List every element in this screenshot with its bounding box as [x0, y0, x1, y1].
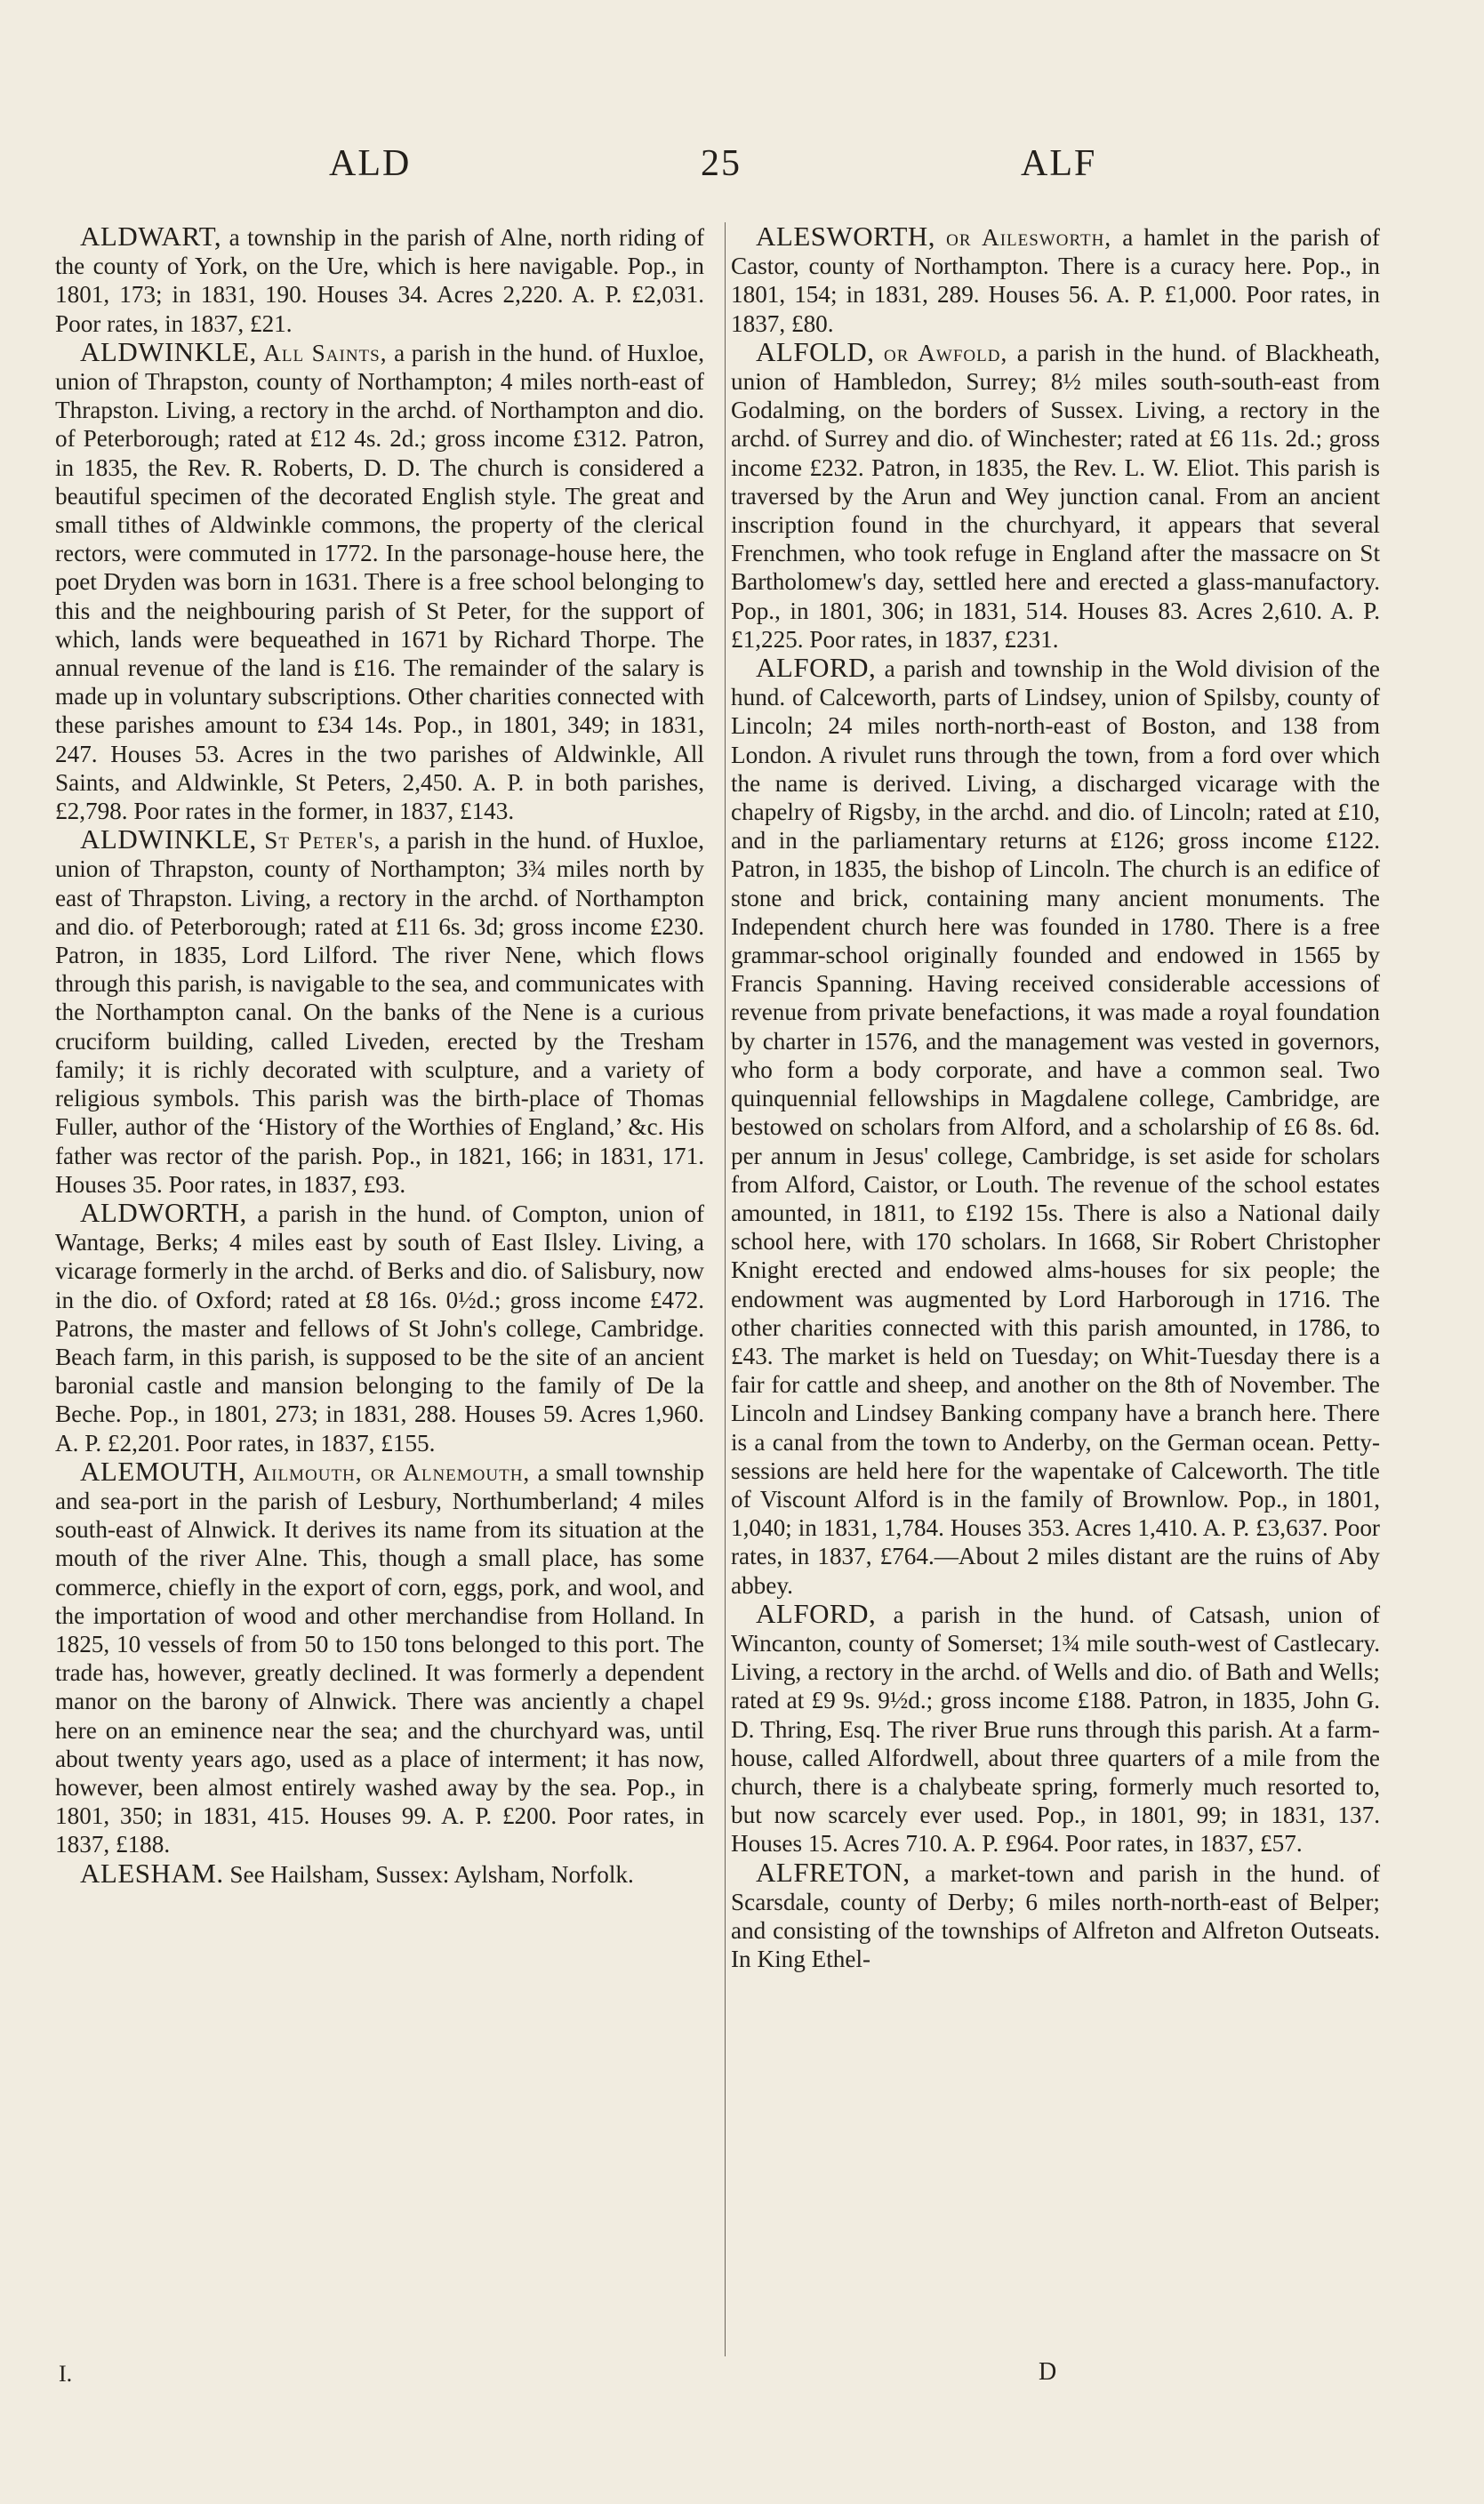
- entry-text: a hamlet in the parish of Castor, county of Northampton. There is a curacy here. Pop., in 1801, 154; in 1831, 289. Houses 56. A. P. £1,000. Poor rates, in 1837, £80.: [731, 224, 1380, 337]
- column-divider: [725, 222, 726, 2356]
- entry-aldwinkle-all-saints: [55, 335, 704, 825]
- entry-text: a market-town and parish in the hund. of Scarsdale, county of Derby; 6 miles north-north-east of Belper; and consisting of the townships of Alfreton and Alfreton Outseats. In King Ethel-: [731, 1859, 1381, 1973]
- signature-mark-left: I.: [59, 2361, 73, 2387]
- entry-text: a small township and sea-port in the parish of Lesbury, Northumberland; 4 miles south-east of Alnwick. It derives its name from its situation at the mouth of the river Alne. This, though a small place, has some commerce, chiefly in the export of corn, eggs, pork, and wool, and the importation of wood and other merchandise from Holland. In 1825, 10 vessels of from 50 to 150 tons belonged to this port. The trade has, however, greatly declined. It was formerly a dependent manor on the barony of Alnwick. There was anciently a chapel here on an eminence near the sea; and the churchyard was, until about twenty years ago, used as a place of interment; it has now, however, been almost entirely washed away by the sea. Pop., in 1801, 350; in 1831, 415. Houses 99. A. P. £200. Poor rates, in 1837, £188.: [55, 1458, 705, 1858]
- entry-alias: or Awfold,: [883, 339, 1008, 366]
- entry-alias: Ailmouth, or Alnemouth,: [253, 1458, 531, 1486]
- entry-alesham: [55, 1859, 704, 1889]
- entry-headword: ALDWORTH,: [80, 1196, 247, 1228]
- running-head: [0, 142, 1484, 196]
- entry-headword: ALFOLD,: [756, 335, 875, 367]
- signature-mark: D: [1039, 2358, 1057, 2386]
- entry-alesworth: [731, 222, 1380, 338]
- entry-aldwart: [55, 222, 704, 338]
- header-left-word: ALD: [329, 143, 412, 184]
- entry-headword: ALFRETON,: [756, 1856, 910, 1888]
- entry-headword: ALESWORTH,: [756, 221, 936, 252]
- entry-text: a parish in the hund. of Huxloe, union of Thrapston, county of Northampton; 4 miles north-east of Thrapston. Living, a rectory in the archd. of Northampton and dio. of Peterborough; rated at £12 4s. 2d.; gross income £312. Patron, in 1835, the Rev. R. Roberts, D. D. The church is considered a beautiful specimen of the decorated English style. The great and small tithes of Aldwinkle commons, the property of the clerical rectors, were commuted in 1772. In the parsonage-house here, the poet Dryden was born in 1631. There is a free school belonging to this and the neighbouring parish of St Peter, for the support of which, lands were bequeathed in 1671 by Richard Thorpe. The annual revenue of the land is £16. The remainder of the salary is made up in voluntary subscriptions. Other charities connected with these parishes amount to £34 14s. Pop., in 1801, 349; in 1831, 247. Houses 53. Acres in the two parishes of Aldwinkle, All Saints, and Aldwinkle, St Peters, 2,450. A. P. in both parishes, £2,798. Poor rates in the former, in 1837, £143.: [55, 339, 704, 825]
- entry-alemouth: [55, 1457, 704, 1859]
- entry-alias: All Saints,: [263, 339, 388, 366]
- entry-aldwinkle-st-peters: [55, 825, 704, 1199]
- entry-text: a township in the parish of Alne, north riding of the county of York, on the Ure, which is here navigable. Pop., in 1801, 173; in 1831, 190. Houses 34. Acres 2,220. A. P. £2,031. Poor rates, in 1837, £21.: [55, 224, 704, 337]
- entry-text: a parish in the hund. of Huxloe, union of Thrapston, county of Northampton; 3¾ miles north by east of Thrapston. Living, a rectory in the archd. of Northampton and dio. of Peterborough; rated at £11 6s. 3d; gross income £230. Patron, in 1835, Lord Lilford. The river Nene, which flows through this parish, is navigable to the sea, and communicates with the Northampton canal. On the banks of the Nene is a curious cruciform building, called Liveden, erected by the Tresham family; it is richly decorated with sculpture, and a variety of religious symbols. This parish was the birth-place of Thomas Fuller, author of the ‘History of the Worthies of England,’ &c. His father was rector of the parish. Pop., in 1821, 166; in 1831, 171. Houses 35. Poor rates, in 1837, £93.: [55, 827, 705, 1198]
- entry-text: a parish in the hund. of Blackheath, union of Hambledon, Surrey; 8½ miles south-south-east from Godalming, on the borders of Sussex. Living, a rectory in the archd. of Surrey and dio. of Winchester; rated at £6 11s. 2d.; gross income £232. Patron, in 1835, the Rev. L. W. Eliot. This parish is traversed by the Arun and Wey junction canal. From an ancient inscription found in the churchyard, it appears that several Frenchmen, who took refuge in England after the massacre on St Bartholomew's day, settled here and erected a glass-manufactory. Pop., in 1801, 306; in 1831, 514. Houses 83. Acres 2,610. A. P. £1,225. Poor rates, in 1837, £231.: [731, 339, 1381, 653]
- entry-headword: ALDWINKLE,: [80, 335, 257, 367]
- entry-alfreton: [731, 1858, 1380, 1974]
- entry-alias: St Peter's,: [264, 827, 381, 855]
- page-number: 25: [701, 143, 742, 184]
- entry-alfold: [731, 335, 1381, 654]
- entry-headword: ALFORD,: [756, 1597, 877, 1629]
- entry-text: a parish in the hund. of Compton, union of Wantage, Berks; 4 miles east by south of East Ilsley. Living, a vicarage formerly in the archd. of Berks and dio. of Salisbury, now in the dio. of Oxford; rated at £8 16s. 0½d.; gross income £472. Patrons, the master and fellows of St John's college, Cambridge. Beach farm, in this parish, is supposed to be the site of an ancient baronial castle and mansion belonging to the family of De la Beche. Pop., in 1801, 273; in 1831, 288. Houses 59. Acres 1,960. A. P. £2,201. Poor rates, in 1837, £155.: [55, 1200, 705, 1457]
- entry-headword: ALDWART,: [80, 221, 222, 252]
- entry-headword: ALDWINKLE,: [80, 823, 257, 855]
- entry-text: a parish and township in the Wold division of the hund. of Calceworth, parts of Lindsey, union of Spilsby, county of Lincoln; 24 miles north-north-east of Boston, and 138 from London. A rivulet runs through the town, from a ford over which the name is derived. Living, a discharged vicarage with the chapelry of Rigsby, in the archd. and dio. of Lincoln; rated at £10, and in the parliamentary returns at £126; gross income £122. Patron, in 1835, the bishop of Lincoln. The church is an edifice of stone and brick, containing many ancient monuments. The Independent church here was founded in 1780. There is a free grammar-school originally founded and endowed in 1565 by Francis Spanning. Having received considerable accessions of revenue from private benefactions, it was made a royal foundation by charter in 1576, and the management was vested in governors, who form a body corporate, and have a common seal. Two quinquennial fellowships in Magdalene college, Cambridge, are bestowed on scholars from Alford, and a scholarship of £6 8s. 6d. per annum in Jesus' college, Cambridge, is set aside for scholars from Alford, Caistor, or Louth. The revenue of the school estates amounted, in 1811, to £192 15s. There is also a National daily school here, with 170 scholars. In 1668, Sir Robert Christopher Knight erected and endowed alms-houses for six people; the endowment was augmented by Lord Harborough in 1716. The other charities connected with this parish amounted, in 1786, to £43. The market is held on Tuesday; on Whit-Tuesday there is a fair for cattle and sheep, and another on the 8th of November. The Lincoln and Lindsey Banking company have a branch here. There is a canal from the town to Anderby, on the German ocean. Petty-sessions are held here for the wapentake of Calceworth. The title of Viscount Alford is in the family of Brownlow. Pop., in 1801, 1,040; in 1831, 1,784. Houses 353. Acres 1,410. A. P. £3,637. Poor rates, in 1837, £764.—About 2 miles distant are the ruins of Aby abbey.: [731, 655, 1380, 1599]
- entry-headword: ALFORD,: [756, 652, 877, 684]
- entry-alford-lincoln: [731, 654, 1380, 1600]
- header-right-word: ALF: [1021, 143, 1097, 184]
- right-column: [731, 222, 1380, 1973]
- entry-text: a parish in the hund. of Catsash, union of Wincanton, county of Somerset; 1¾ mile south-west of Castlecary. Living, a rectory in the archd. of Wells and dio. of Bath and Wells; rated at £9 9s. 9½d.; gross income £188. Patron, in 1835, John G. D. Thring, Esq. The river Brue runs through this parish. At a farm-house, called Alfordwell, about three quarters of a mile from the church, there is a chalybeate spring, formerly much resorted to, but now scarcely ever used. Pop., in 1801, 99; in 1831, 137. Houses 15. Acres 710. A. P. £964. Poor rates, in 1837, £57.: [731, 1601, 1380, 1858]
- entry-alias: or Ailesworth,: [946, 224, 1112, 251]
- entry-headword: ALEMOUTH,: [80, 1455, 246, 1487]
- entry-headword: ALESHAM.: [80, 1857, 224, 1889]
- entry-alford-somerset: [731, 1597, 1380, 1858]
- entry-text: See Hailsham, Sussex: Aylsham, Norfolk.: [229, 1860, 634, 1888]
- entry-aldworth: [55, 1196, 705, 1457]
- left-column: [55, 222, 704, 1889]
